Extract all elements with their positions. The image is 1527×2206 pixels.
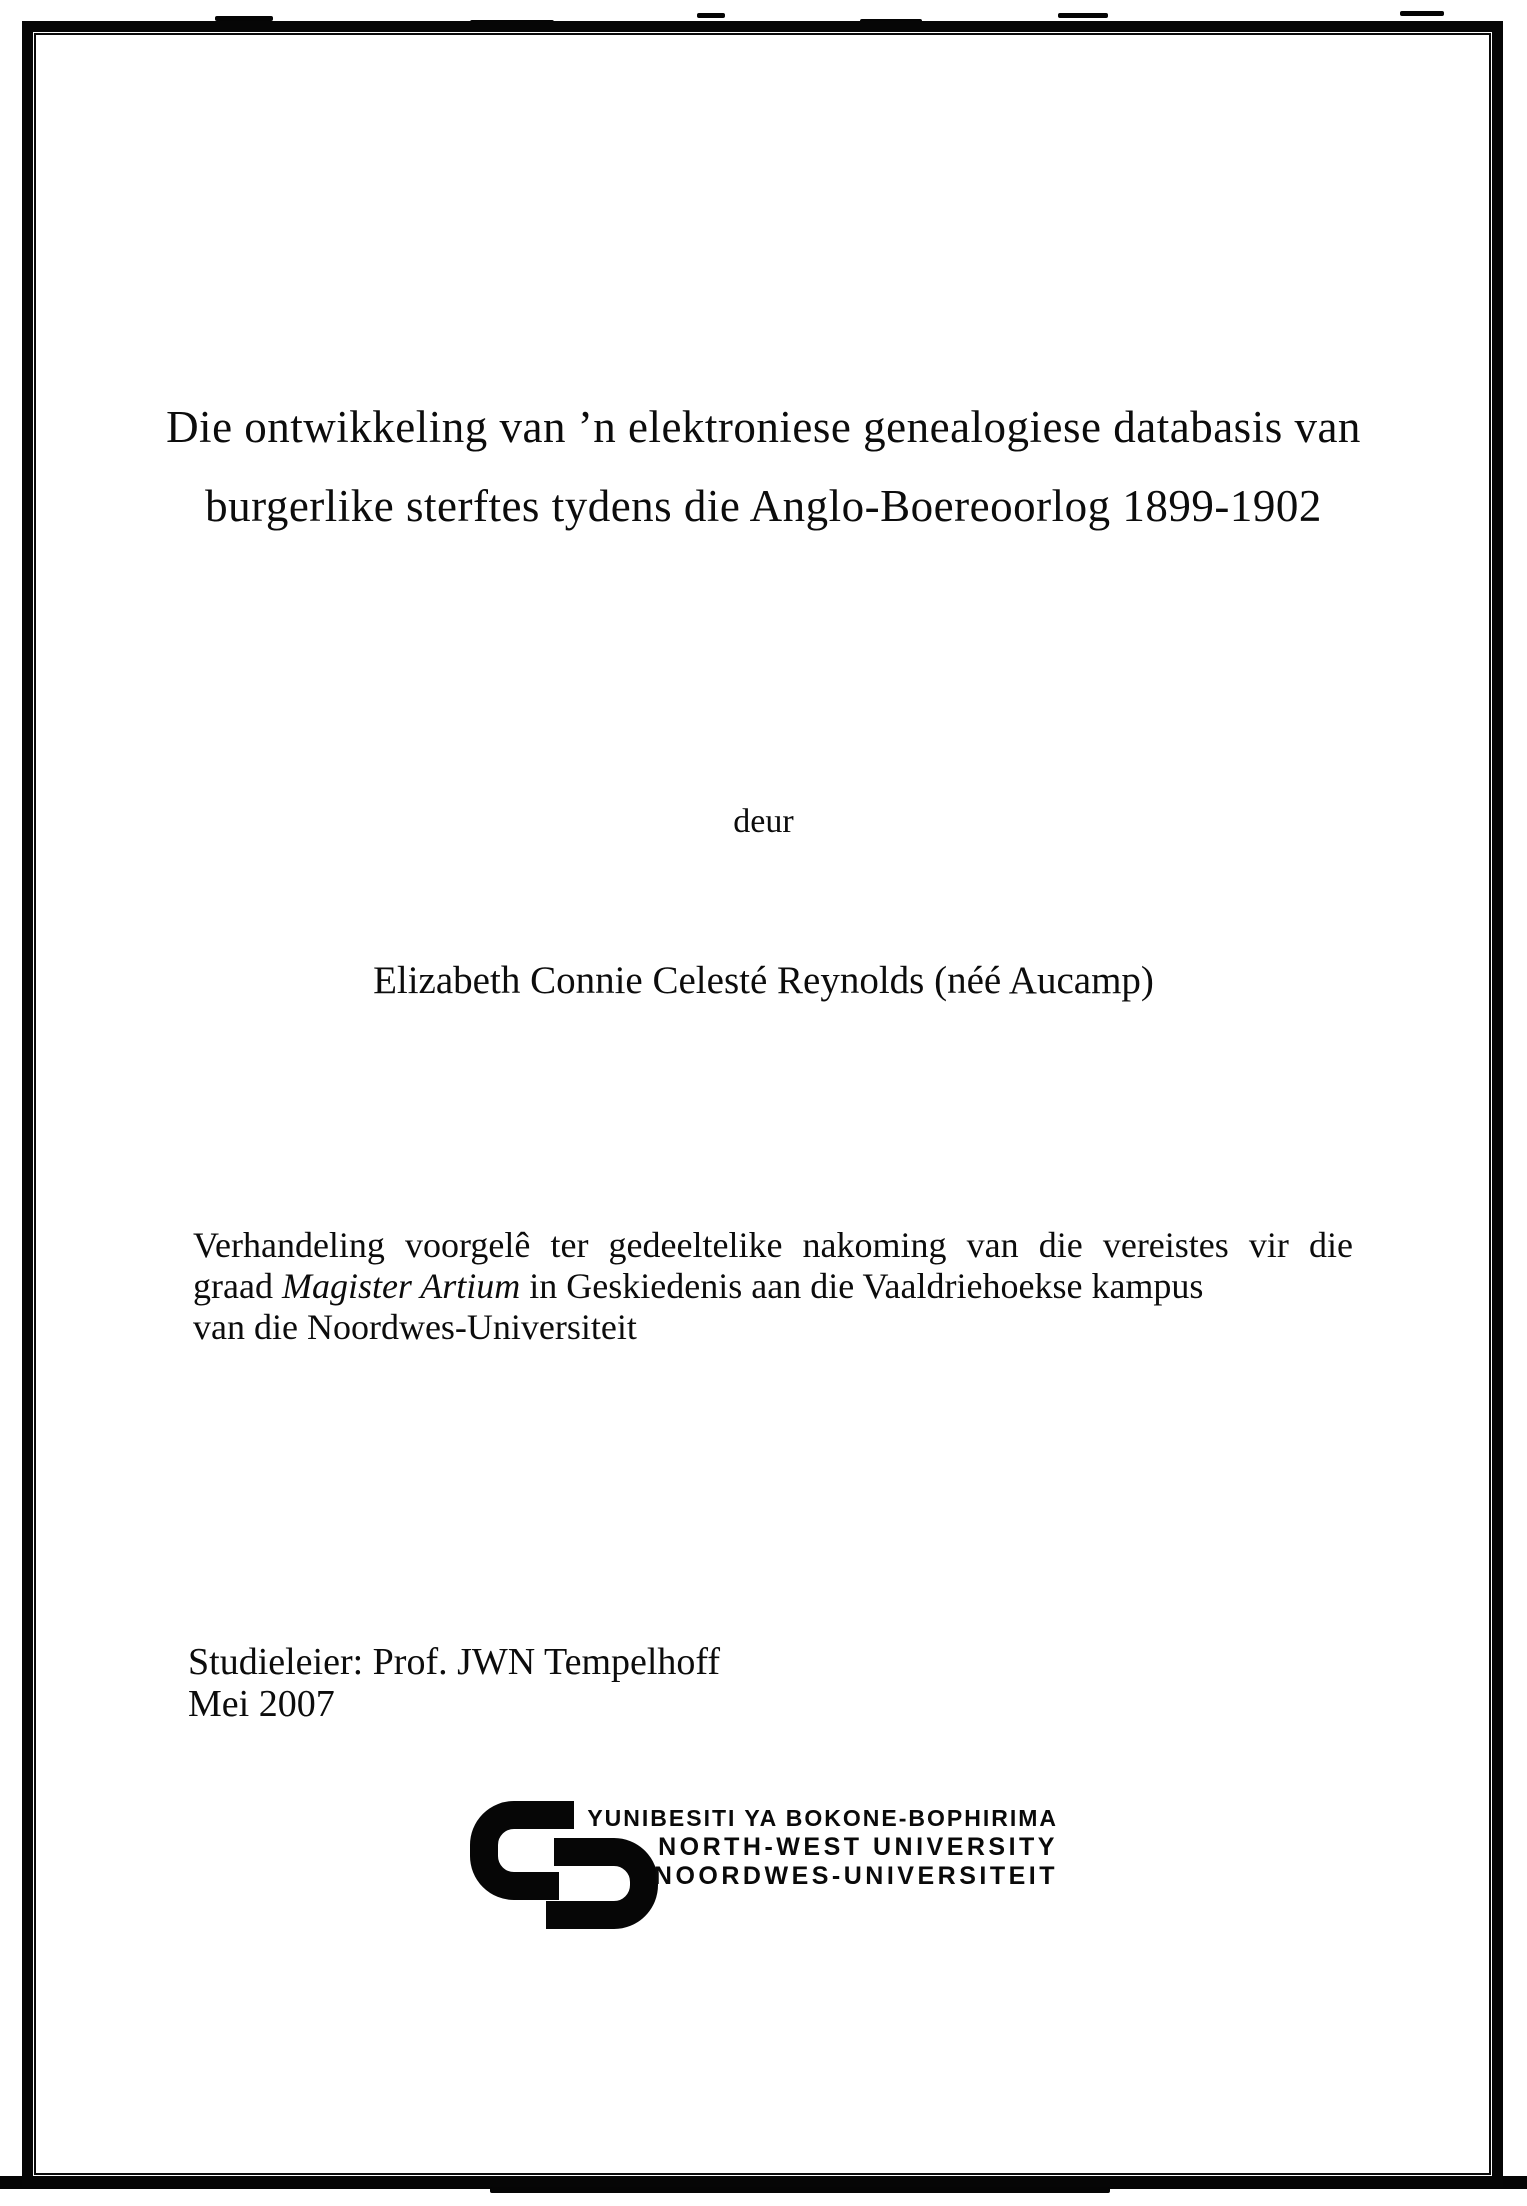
author-name: Elizabeth Connie Celesté Reynolds (néé Aucamp) (373, 959, 1154, 1002)
degree-name-italic: Magister Artium (281, 1266, 521, 1306)
degree-statement-line3: van die Noordwes-Universiteit (193, 1307, 637, 1347)
degree-statement-line2-post: in Geskiedenis aan die Vaaldriehoekse kampus (520, 1266, 1204, 1306)
degree-statement (193, 1225, 1353, 1348)
degree-statement-line1: Verhandeling voorgelê ter gedeeltelike nakoming van die vereistes vir die (193, 1225, 1353, 1265)
page-title-line1: Die ontwikkeling van ’n elektroniese genealogiese databasis van (166, 402, 1361, 452)
scan-artifact (1058, 13, 1108, 18)
nwu-logo-line1: YUNIBESITI YA BOKONE-BOPHIRIMA (587, 1805, 1058, 1831)
supervisor-line: Studieleier: Prof. JWN Tempelhoff (188, 1641, 721, 1683)
byline-label: deur (733, 803, 794, 840)
nwu-logo-wordmark (578, 1803, 1058, 1891)
scan-artifact (697, 13, 725, 18)
degree-statement-line2 (193, 1266, 1353, 1307)
scan-artifact (1400, 11, 1444, 16)
nwu-logo-line2: NORTH-WEST UNIVERSITY (658, 1833, 1058, 1861)
date-line: Mei 2007 (188, 1683, 335, 1725)
nwu-logo-line3: NOORDWES-UNIVERSITEIT (653, 1862, 1058, 1890)
supervisor-block (188, 1641, 1088, 1725)
scan-artifact (490, 2187, 1110, 2193)
page-title-line2: burgerlike sterftes tydens die Anglo-Boereoorlog 1899-1902 (205, 481, 1322, 531)
degree-statement-line2-pre: graad (193, 1266, 282, 1306)
page-title (40, 388, 1487, 546)
